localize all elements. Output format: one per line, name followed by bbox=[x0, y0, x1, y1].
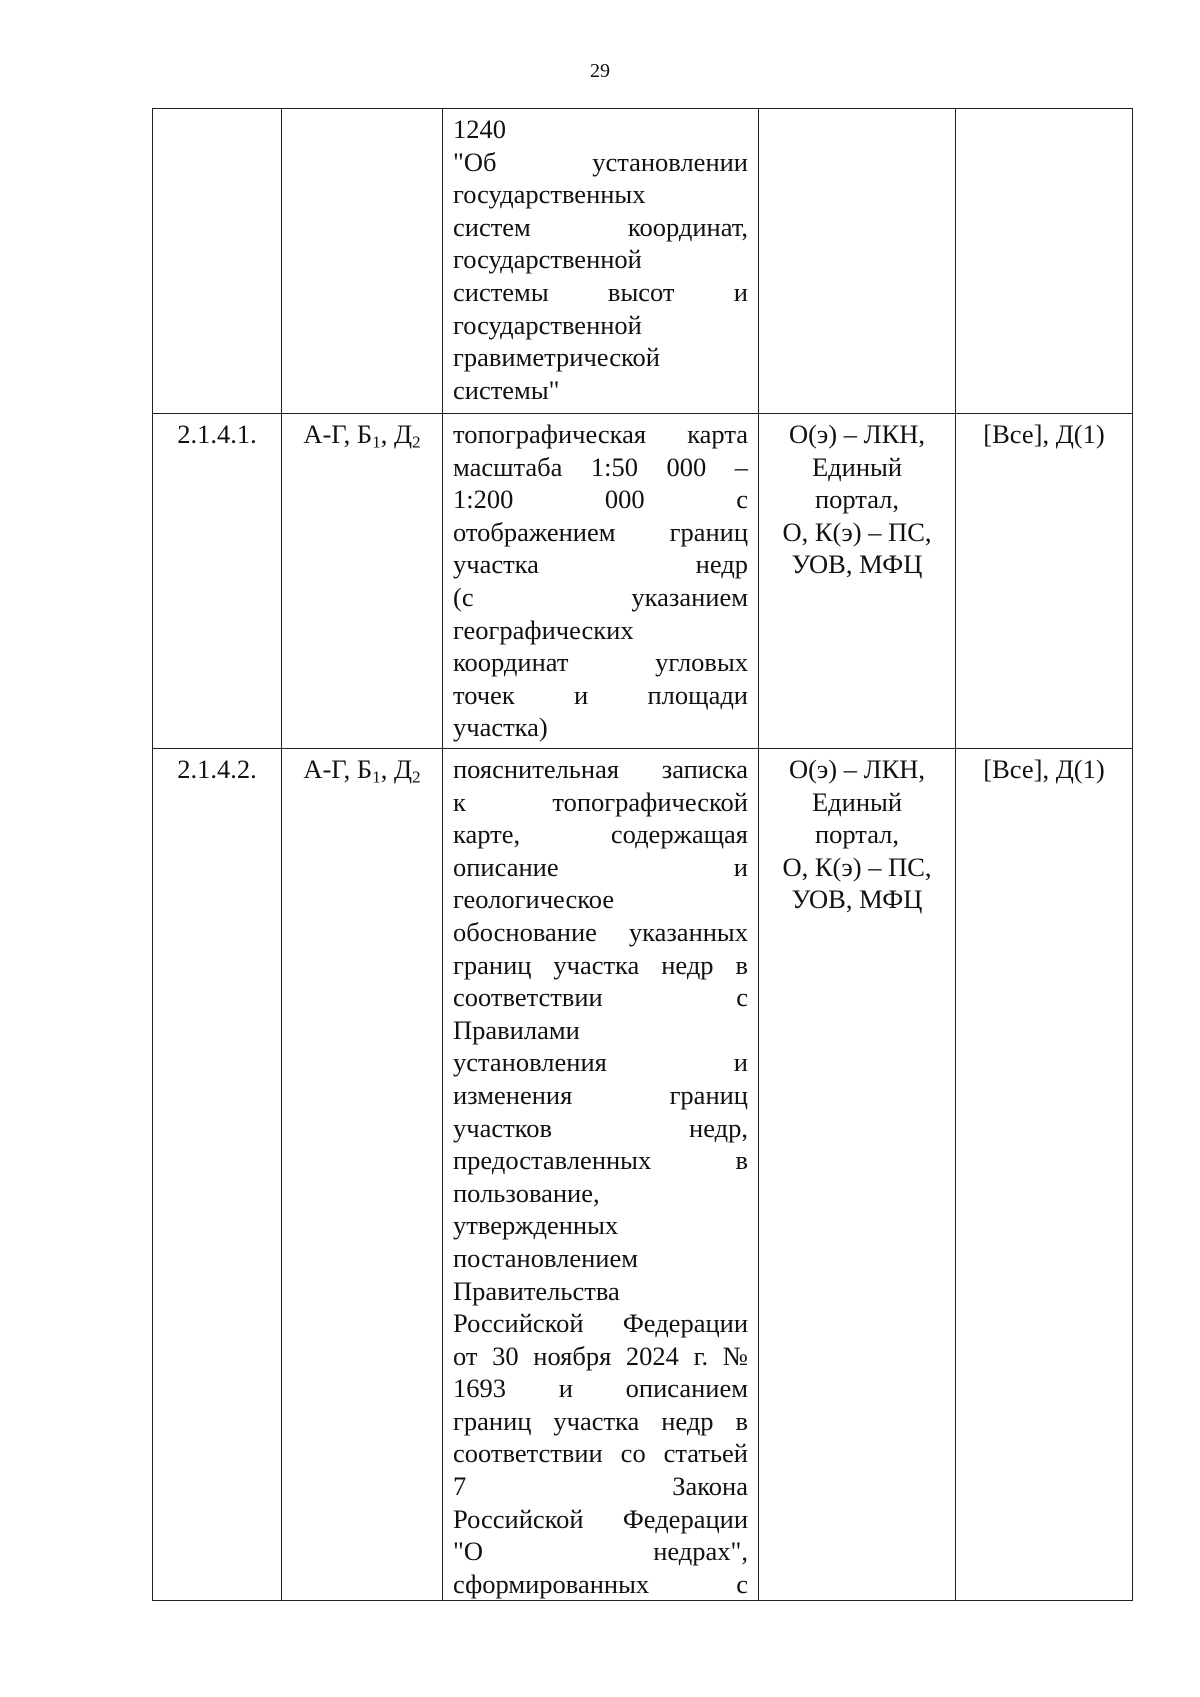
channel-line: УОВ, МФЦ bbox=[791, 549, 923, 580]
description-line: (с указанием bbox=[453, 581, 748, 612]
description-line: систем координат, bbox=[453, 211, 748, 242]
description-line: к топографической bbox=[453, 786, 748, 817]
table-row bbox=[153, 109, 1133, 414]
table-body bbox=[153, 109, 1133, 1601]
channel-line: О, К(э) – ПС, bbox=[782, 516, 932, 547]
description-cell bbox=[443, 749, 759, 1601]
subscript: 2 bbox=[412, 432, 421, 452]
description-line: "Об установлении bbox=[453, 146, 748, 177]
subscript: 1 bbox=[372, 767, 381, 787]
category-cell bbox=[282, 109, 443, 414]
description-line: Российской Федерации bbox=[453, 1308, 748, 1339]
page-number: 29 bbox=[590, 60, 610, 82]
description-line: пояснительная записка bbox=[453, 754, 748, 784]
description-cell bbox=[443, 109, 759, 414]
description-line: геологическое bbox=[453, 884, 615, 915]
description-line: границ участка недр в bbox=[453, 1405, 748, 1436]
access-cell bbox=[956, 109, 1133, 414]
description-line: от 30 ноября 2024 г. № bbox=[453, 1340, 748, 1371]
description-line: участка) bbox=[453, 712, 548, 743]
description-line: границ участка недр в bbox=[453, 949, 748, 980]
channel-line: УОВ, МФЦ bbox=[791, 884, 923, 915]
item-number-cell: 2.1.4.2. bbox=[153, 749, 282, 1601]
description-line: "О недрах", bbox=[453, 1536, 748, 1567]
description-line: 1240 bbox=[453, 114, 506, 144]
channel-line: О(э) – ЛКН, bbox=[788, 754, 926, 784]
description-line: Российской Федерации bbox=[453, 1503, 748, 1534]
channel-cell bbox=[759, 749, 956, 1601]
description-line: установления и bbox=[453, 1047, 748, 1078]
description-line: географических bbox=[453, 614, 634, 645]
access-cell: [Все], Д(1) bbox=[956, 749, 1133, 1601]
description-line: государственной bbox=[453, 244, 642, 275]
description-line: 1:200 000 с bbox=[453, 484, 748, 515]
description-line: Правилами bbox=[453, 1014, 580, 1045]
description-line: постановлением bbox=[453, 1242, 638, 1273]
channel-line: портал, bbox=[814, 484, 900, 515]
description-line: участков недр, bbox=[453, 1112, 748, 1143]
description-line: соответствии со статьей bbox=[453, 1438, 748, 1469]
description-line: участка недр bbox=[453, 549, 748, 580]
description-line: изменения границ bbox=[453, 1079, 748, 1110]
item-number-cell: 2.1.4.1. bbox=[153, 414, 282, 749]
category-cell: А-Г, $Б_1$, $Д_2$ bbox=[282, 749, 443, 1601]
channel-line: О(э) – ЛКН, bbox=[788, 419, 926, 449]
channel-cell bbox=[759, 109, 956, 414]
description-line: сформированных с bbox=[453, 1568, 748, 1599]
description-line: масштаба 1:50 000 – bbox=[453, 451, 748, 482]
description-line: Правительства bbox=[453, 1275, 620, 1306]
description-line: 7 Закона bbox=[453, 1471, 748, 1502]
subscript: 2 bbox=[412, 767, 421, 787]
description-line: государственной bbox=[453, 309, 642, 340]
description-line: гравиметрической bbox=[453, 342, 660, 373]
access-cell: [Все], Д(1) bbox=[956, 414, 1133, 749]
description-line: утвержденных bbox=[453, 1210, 619, 1241]
description-line: точек и площади bbox=[453, 679, 748, 710]
channel-line: О, К(э) – ПС, bbox=[782, 851, 932, 882]
description-line: координат угловых bbox=[453, 647, 748, 678]
table-row bbox=[153, 414, 1133, 749]
description-line: описание и bbox=[453, 851, 748, 882]
description-line: системы высот и bbox=[453, 276, 748, 307]
description-line: 1693 и описанием bbox=[453, 1373, 748, 1404]
description-line: пользование, bbox=[453, 1177, 600, 1208]
description-line: топографическая карта bbox=[453, 419, 748, 449]
description-line: обоснование указанных bbox=[453, 916, 748, 947]
channel-cell bbox=[759, 414, 956, 749]
channel-line: портал, bbox=[814, 819, 900, 850]
document-table bbox=[152, 108, 1133, 1601]
channel-line: Единый bbox=[811, 451, 903, 482]
subscript: 1 bbox=[372, 432, 381, 452]
category-cell: А-Г, $Б_1$, $Д_2$ bbox=[282, 414, 443, 749]
description-line: карте, содержащая bbox=[453, 819, 748, 850]
table-row bbox=[153, 749, 1133, 1601]
description-line: отображением границ bbox=[453, 516, 748, 547]
description-line: предоставленных в bbox=[453, 1145, 748, 1176]
item-number-cell bbox=[153, 109, 282, 414]
description-line: системы" bbox=[453, 374, 560, 405]
description-line: государственных bbox=[453, 179, 646, 210]
description-cell bbox=[443, 414, 759, 749]
channel-line: Единый bbox=[811, 786, 903, 817]
description-line: соответствии с bbox=[453, 982, 748, 1013]
